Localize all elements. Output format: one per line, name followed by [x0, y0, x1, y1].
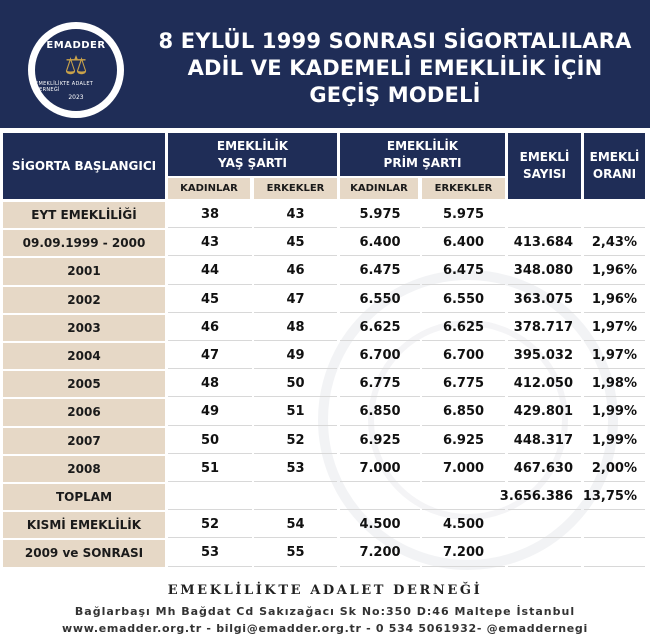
header-age-line-2: YAŞ ŞARTI — [218, 155, 287, 170]
table-cell-count — [499, 484, 581, 510]
table-cell-label — [3, 456, 165, 482]
table-cell-count — [508, 456, 581, 482]
table-cell-label — [3, 287, 165, 313]
table-cell-text: EYT EMEKLİLİĞİ — [31, 208, 137, 223]
table-cell-text: 2,43% — [591, 235, 637, 251]
table-cell-prim-m — [422, 315, 505, 341]
table-cell-prim-w — [340, 315, 420, 341]
table-cell-text: 50 — [200, 432, 220, 448]
table-cell-prim-m — [422, 456, 505, 482]
table-cell-prim-w — [340, 399, 420, 425]
table-cell-count — [508, 428, 581, 454]
table-cell-count — [508, 399, 581, 425]
table-cell-label — [3, 315, 165, 341]
table-cell-text: 6.400 — [442, 235, 485, 251]
table-cell-text: KISMİ EMEKLİLİK — [26, 518, 142, 533]
logo-top-text: EMADDER — [46, 39, 106, 51]
table-cell-rate — [584, 343, 645, 369]
header-prim-men — [422, 176, 505, 199]
table-cell-text: 45 — [286, 235, 305, 251]
table-cell-rate — [584, 512, 645, 538]
table-cell-age-m — [254, 258, 337, 284]
table-cell-prim-m — [422, 287, 505, 313]
table-cell-text: 2008 — [67, 461, 101, 476]
table-cell-count — [508, 230, 581, 256]
table-cell-prim-m — [422, 258, 505, 284]
table-cell-prim-m — [422, 540, 505, 566]
header-rate-line-1: EMEKLİ — [589, 150, 640, 164]
table-cell-age-m — [254, 399, 337, 425]
table-cell-age-m — [254, 230, 337, 256]
table-cell-age-m — [254, 202, 337, 228]
table-cell-text: 429.801 — [513, 404, 573, 420]
table-cell-count — [508, 371, 581, 397]
logo-year: 2023 — [68, 93, 84, 101]
table-cell-text: 6.925 — [359, 432, 401, 448]
table-cell-text: 1,96% — [591, 291, 637, 307]
table-cell-text: 09.09.1999 - 2000 — [22, 236, 146, 251]
table-cell-text: 5.975 — [442, 207, 485, 223]
table-cell-text: 448.317 — [513, 432, 573, 448]
table-cell-count — [508, 512, 581, 538]
table-cell-text: 2002 — [67, 292, 101, 307]
table-cell-rate — [584, 371, 645, 397]
table-cell-text: 38 — [200, 207, 220, 223]
table-cell-text: 51 — [200, 460, 220, 476]
table-cell-text: 2003 — [67, 320, 101, 335]
footer-address: Bağlarbaşı Mh Bağdat Cd Sakızağacı Sk No:350 D:46 Maltepe İstanbul — [74, 605, 576, 618]
table-cell-age-w — [168, 371, 252, 397]
table-cell-text: 378.717 — [513, 319, 573, 335]
table-cell-prim-m — [422, 484, 505, 510]
table-cell-age-m — [254, 428, 337, 454]
table-cell-text: 6.550 — [442, 291, 485, 307]
table-cell-text: 50 — [286, 376, 305, 392]
table-cell-text: 7.200 — [359, 545, 401, 561]
header-age-women-label: KADINLAR — [180, 183, 238, 194]
table-cell-text: 54 — [286, 517, 305, 533]
table-cell-text: 1,98% — [591, 376, 637, 392]
table-cell-text: 1,96% — [591, 263, 637, 279]
table-cell-age-m — [254, 371, 337, 397]
table-cell-prim-w — [340, 512, 420, 538]
table-cell-text: 1,97% — [591, 319, 637, 335]
table-cell-age-w — [168, 456, 252, 482]
table-cell-text: 413.684 — [513, 235, 573, 251]
table-cell-text: 6.925 — [442, 432, 485, 448]
table-cell-age-m — [254, 343, 337, 369]
table-cell-text: 6.400 — [359, 235, 401, 251]
table-cell-text: 2006 — [67, 405, 101, 420]
table-cell-text: 51 — [286, 404, 305, 420]
table-cell-age-w — [168, 202, 252, 228]
table-cell-prim-w — [340, 343, 420, 369]
header-rate-line-2: ORANI — [592, 167, 637, 181]
header-prim-line-2: PRİM ŞARTI — [383, 155, 462, 170]
table-cell-count — [508, 315, 581, 341]
table-cell-text: 6.625 — [359, 319, 401, 335]
table-cell-rate — [584, 315, 645, 341]
table-cell-text: 412.050 — [513, 376, 573, 392]
table-cell-age-m — [254, 484, 337, 510]
table-cell-rate — [584, 428, 645, 454]
table-cell-text: 395.032 — [513, 348, 573, 364]
table-cell-label — [3, 540, 165, 566]
table-cell-label — [3, 399, 165, 425]
table-cell-text: 348.080 — [513, 263, 573, 279]
table-cell-text: 49 — [286, 348, 305, 364]
table-cell-rate — [584, 456, 645, 482]
table-cell-prim-w — [340, 202, 420, 228]
table-cell-text: TOPLAM — [55, 490, 113, 505]
table-cell-label — [3, 202, 165, 228]
table-cell-text: 2,00% — [591, 460, 637, 476]
table-cell-text: 53 — [200, 545, 220, 561]
table-cell-prim-m — [422, 428, 505, 454]
table-cell-text: 6.775 — [442, 376, 485, 392]
table-cell-text: 4.500 — [359, 517, 401, 533]
table-cell-text: 52 — [200, 517, 220, 533]
logo-seal — [33, 27, 119, 113]
header-start — [3, 133, 165, 199]
table-cell-age-w — [168, 428, 252, 454]
table-cell-text: 55 — [286, 545, 305, 561]
table-cell-text: 5.975 — [359, 207, 401, 223]
table-cell-rate — [584, 287, 645, 313]
table-cell-prim-w — [340, 371, 420, 397]
table-cell-age-w — [168, 230, 252, 256]
table-cell-prim-m — [422, 202, 505, 228]
table-cell-text: 7.000 — [442, 460, 485, 476]
table-cell-count — [508, 258, 581, 284]
title-line-2: ADİL VE KADEMELİ EMEKLİLİK İÇİN — [187, 56, 603, 80]
table-cell-text: 6.550 — [359, 291, 401, 307]
table-cell-text: 48 — [200, 376, 220, 392]
scales-of-justice-icon: ⚖ — [64, 50, 88, 81]
table-cell-text: 48 — [286, 319, 305, 335]
table-cell-text: 2004 — [67, 349, 101, 364]
table-cell-text: 1,99% — [591, 404, 637, 420]
table-cell-label — [3, 484, 165, 510]
association-logo — [28, 22, 124, 118]
header-age-group — [168, 133, 337, 176]
table-cell-age-w — [168, 287, 252, 313]
table-cell-age-m — [254, 512, 337, 538]
table-cell-text: 6.475 — [359, 263, 401, 279]
table-cell-text: 53 — [286, 460, 305, 476]
title-line-1: 8 EYLÜL 1999 SONRASI SİGORTALILARA — [158, 29, 632, 53]
table-cell-text: 6.700 — [359, 348, 401, 364]
table-cell-label — [3, 428, 165, 454]
table-cell-text: 6.700 — [442, 348, 485, 364]
table-cell-rate — [584, 230, 645, 256]
table-cell-prim-w — [340, 287, 420, 313]
table-cell-text: 2001 — [67, 264, 101, 279]
table-cell-age-w — [168, 540, 252, 566]
footer-contact: www.emadder.org.tr - bilgi@emadder.org.tr - 0 534 5061932- @emaddernegi — [62, 622, 588, 635]
table-cell-prim-m — [422, 343, 505, 369]
table-cell-text: 47 — [286, 291, 305, 307]
table-cell-rate — [584, 484, 645, 510]
header-age-women — [168, 176, 252, 199]
table-cell-text: 1,97% — [591, 348, 637, 364]
table-cell-age-m — [254, 287, 337, 313]
header-banner — [0, 0, 650, 128]
header-count-line-1: EMEKLİ — [519, 150, 570, 164]
table-cell-text: 43 — [200, 235, 220, 251]
footer-organization: EMEKLİLİKTE ADALET DERNEĞİ — [167, 583, 483, 598]
table-cell-prim-w — [340, 456, 420, 482]
table-cell-age-w — [168, 512, 252, 538]
table-cell-label — [3, 230, 165, 256]
table-cell-prim-m — [422, 371, 505, 397]
header-start-label: SİGORTA BAŞLANGICI — [11, 158, 157, 173]
table-cell-rate — [584, 202, 645, 228]
table-cell-prim-w — [340, 540, 420, 566]
table-cell-count — [508, 202, 581, 228]
header-prim-women — [340, 176, 420, 199]
page-title — [150, 28, 640, 109]
table-cell-text: 7.200 — [442, 545, 485, 561]
table-cell-text: 2007 — [67, 433, 101, 448]
table-cell-prim-m — [422, 512, 505, 538]
table-cell-label — [3, 343, 165, 369]
table-cell-age-m — [254, 315, 337, 341]
table-cell-text: 6.775 — [359, 376, 401, 392]
table-cell-text: 6.850 — [442, 404, 485, 420]
header-count — [508, 133, 581, 199]
header-prim-women-label: KADINLAR — [350, 183, 408, 194]
table-cell-prim-w — [340, 230, 420, 256]
table-cell-count — [508, 540, 581, 566]
table-cell-rate — [584, 399, 645, 425]
table-cell-prim-m — [422, 399, 505, 425]
table-cell-text: 45 — [200, 291, 220, 307]
table-cell-text: 467.630 — [513, 460, 573, 476]
table-cell-prim-m — [422, 230, 505, 256]
title-line-3: GEÇİŞ MODELİ — [309, 83, 481, 107]
table-cell-text: 2009 ve SONRASI — [24, 546, 144, 561]
header-rate — [584, 133, 645, 199]
table-cell-age-w — [168, 343, 252, 369]
table-cell-count — [508, 343, 581, 369]
table-cell-label — [3, 512, 165, 538]
table-cell-rate — [584, 540, 645, 566]
table-cell-rate — [584, 258, 645, 284]
table-cell-text: 6.625 — [442, 319, 485, 335]
table-cell-text: 43 — [286, 207, 305, 223]
table-cell-age-m — [254, 540, 337, 566]
table-cell-text: 13,75% — [582, 489, 637, 505]
table-cell-text: 6.475 — [442, 263, 485, 279]
table-cell-text: 47 — [200, 348, 220, 364]
table-cell-age-w — [168, 315, 252, 341]
table-cell-text: 52 — [286, 432, 305, 448]
header-prim-line-1: EMEKLİLİK — [386, 138, 459, 153]
table-cell-prim-w — [340, 484, 420, 510]
table-cell-prim-w — [340, 258, 420, 284]
table-cell-text: 44 — [200, 263, 220, 279]
table-cell-text: 7.000 — [359, 460, 401, 476]
table-cell-text: 49 — [200, 404, 220, 420]
table-cell-age-m — [254, 456, 337, 482]
header-prim-men-label: ERKEKLER — [434, 183, 493, 194]
table-cell-label — [3, 258, 165, 284]
table-cell-text: 4.500 — [442, 517, 485, 533]
table-cell-age-w — [168, 258, 252, 284]
table-cell-text: 3.656.386 — [499, 489, 573, 505]
header-age-men — [254, 176, 337, 199]
table-cell-age-w — [168, 399, 252, 425]
table-cell-text: 6.850 — [359, 404, 401, 420]
table-cell-text: 363.075 — [513, 291, 573, 307]
header-age-men-label: ERKEKLER — [266, 183, 325, 194]
table-cell-prim-w — [340, 428, 420, 454]
header-count-line-2: SAYISI — [522, 167, 567, 181]
table-cell-age-w — [168, 484, 252, 510]
table-cell-text: 2005 — [67, 377, 101, 392]
table-cell-text: 46 — [200, 319, 220, 335]
table-cell-label — [3, 371, 165, 397]
table-cell-text: 1,99% — [591, 432, 637, 448]
table-cell-count — [508, 287, 581, 313]
table-cell-text: 46 — [286, 263, 305, 279]
header-age-line-1: EMEKLİLİK — [216, 138, 289, 153]
header-prim-group — [340, 133, 505, 176]
logo-bottom-text: EMEKLİLİKTE ADALET DERNEĞİ — [35, 80, 94, 93]
